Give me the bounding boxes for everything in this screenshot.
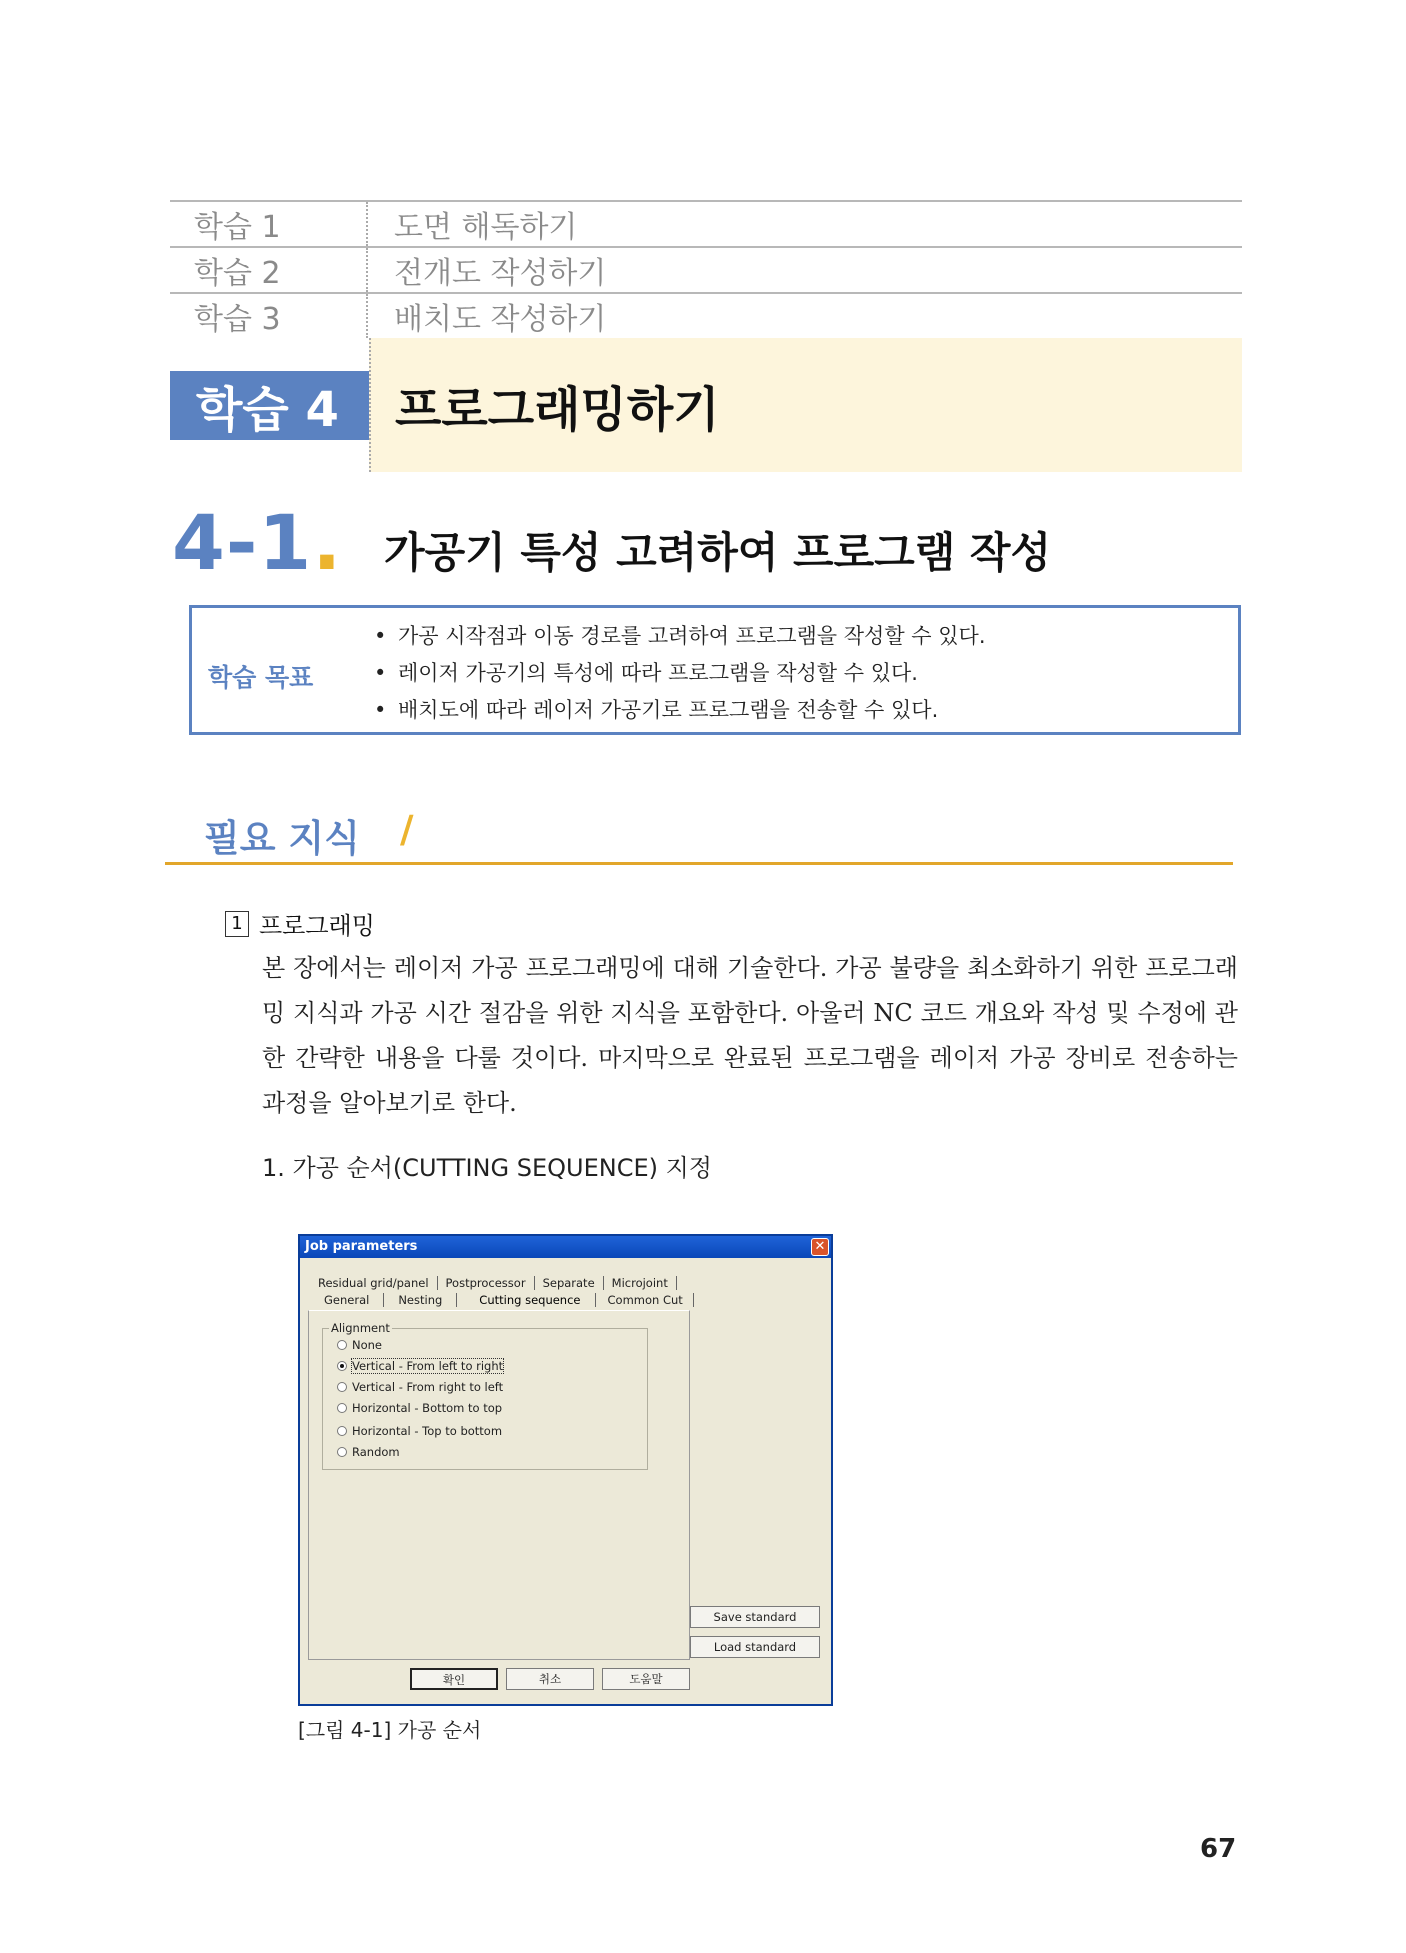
page-number: 67: [1200, 1834, 1237, 1864]
radio-label: None: [352, 1338, 383, 1352]
dialog-title-bar: [300, 1236, 831, 1258]
radio-icon[interactable]: [337, 1426, 347, 1436]
lesson-row-2: [170, 246, 1242, 292]
radio-random[interactable]: [337, 1445, 400, 1459]
tab-common-cut[interactable]: Common Cut: [596, 1293, 694, 1307]
section-number-text: 4-1: [172, 498, 313, 587]
lesson-row-1: [170, 200, 1242, 246]
help-button[interactable]: 도움말: [602, 1668, 690, 1690]
radio-label: Random: [352, 1445, 400, 1459]
lesson-row-3: [170, 292, 1242, 338]
learning-goals-list: [374, 618, 986, 729]
radio-vertical-left-to-right[interactable]: [337, 1359, 503, 1373]
active-lesson-title: 프로그래밍하기: [369, 338, 1242, 472]
lesson-number: 학습 2: [194, 256, 281, 291]
tab-separate[interactable]: Separate: [535, 1276, 604, 1290]
radio-icon[interactable]: [337, 1382, 347, 1392]
alignment-group-label: Alignment: [331, 1321, 390, 1335]
dialog-title: Job parameters: [305, 1239, 418, 1254]
section-divider: [165, 862, 1233, 865]
figure-caption: [그림 4-1] 가공 순서: [298, 1718, 482, 1742]
alignment-group: [322, 1321, 648, 1470]
lesson-title: 도면 해독하기: [366, 202, 1242, 246]
tab-cutting-sequence[interactable]: Cutting sequence: [457, 1293, 595, 1307]
tab-microjoint[interactable]: Microjoint: [604, 1276, 677, 1290]
subheading: 1. 가공 순서(CUTTING SEQUENCE) 지정: [262, 1154, 712, 1182]
lesson-table: [170, 200, 1242, 472]
radio-horizontal-bottom-to-top[interactable]: [337, 1401, 502, 1415]
radio-horizontal-top-to-bottom[interactable]: [337, 1424, 502, 1438]
radio-label: Vertical - From left to right: [352, 1359, 504, 1373]
item-number-box: 1: [225, 911, 249, 937]
required-knowledge-title: 필요 지식: [204, 817, 360, 860]
lesson-number: 학습 3: [194, 302, 281, 337]
load-standard-button[interactable]: Load standard: [690, 1636, 820, 1658]
active-lesson-number: 학습 4: [170, 371, 369, 440]
dialog-tabs: [310, 1274, 694, 1308]
radio-label: Horizontal - Top to bottom: [352, 1424, 503, 1438]
tab-general[interactable]: General: [310, 1293, 384, 1307]
close-icon[interactable]: ✕: [811, 1238, 829, 1256]
learning-goal-item: • 배치도에 따라 레이저 가공기로 프로그램을 전송할 수 있다.: [374, 692, 986, 729]
job-parameters-dialog: [298, 1234, 833, 1706]
tab-row-1: [310, 1274, 694, 1291]
section-title: 가공기 특성 고려하여 프로그램 작성: [384, 528, 1052, 577]
learning-goal-item: • 레이저 가공기의 특성에 따라 프로그램을 작성할 수 있다.: [374, 655, 986, 692]
radio-icon[interactable]: [337, 1403, 347, 1413]
radio-vertical-right-to-left[interactable]: [337, 1380, 503, 1394]
tab-nesting[interactable]: Nesting: [384, 1293, 457, 1307]
ok-button[interactable]: 확인: [410, 1668, 498, 1690]
radio-icon[interactable]: [337, 1447, 347, 1457]
cancel-button[interactable]: 취소: [506, 1668, 594, 1690]
radio-label: Horizontal - Bottom to top: [352, 1401, 503, 1415]
item-title: 프로그래밍: [259, 912, 375, 940]
lesson-title: 배치도 작성하기: [366, 294, 1242, 338]
section-number: [172, 498, 342, 587]
tab-residual-grid[interactable]: Residual grid/panel: [310, 1276, 438, 1290]
radio-label: Vertical - From right to left: [352, 1380, 504, 1394]
save-standard-button[interactable]: Save standard: [690, 1606, 820, 1628]
tab-row-2: [310, 1291, 694, 1308]
radio-icon[interactable]: [337, 1340, 347, 1350]
lesson-row-active: [170, 338, 1242, 472]
tab-postprocessor[interactable]: Postprocessor: [438, 1276, 535, 1290]
item-heading: [225, 906, 375, 941]
body-paragraph: 본 장에서는 레이저 가공 프로그래밍에 대해 기술한다. 가공 불량을 최소화하기 위한 프로그래밍 지식과 가공 시간 절감을 위한 지식을 포함한다. 아울러 NC 코드 개요와 작성 및 수정에 관한 간략한 내용을 다룰 것이다. 마지막으로 완료된 프로그램을 레이저 가공 장비로 전송하는 과정을 알아보기로 한다.: [262, 954, 1238, 1117]
radio-selected-icon[interactable]: [337, 1361, 347, 1371]
learning-goal-item: • 가공 시작점과 이동 경로를 고려하여 프로그램을 작성할 수 있다.: [374, 618, 986, 655]
section-number-dot: .: [312, 498, 343, 587]
learning-goals-box: [189, 605, 1241, 735]
learning-goals-label: 학습 목표: [208, 663, 314, 692]
required-knowledge-slash: /: [400, 808, 414, 851]
radio-none[interactable]: [337, 1338, 382, 1352]
lesson-number: 학습 1: [194, 210, 281, 245]
lesson-title: 전개도 작성하기: [366, 248, 1242, 292]
